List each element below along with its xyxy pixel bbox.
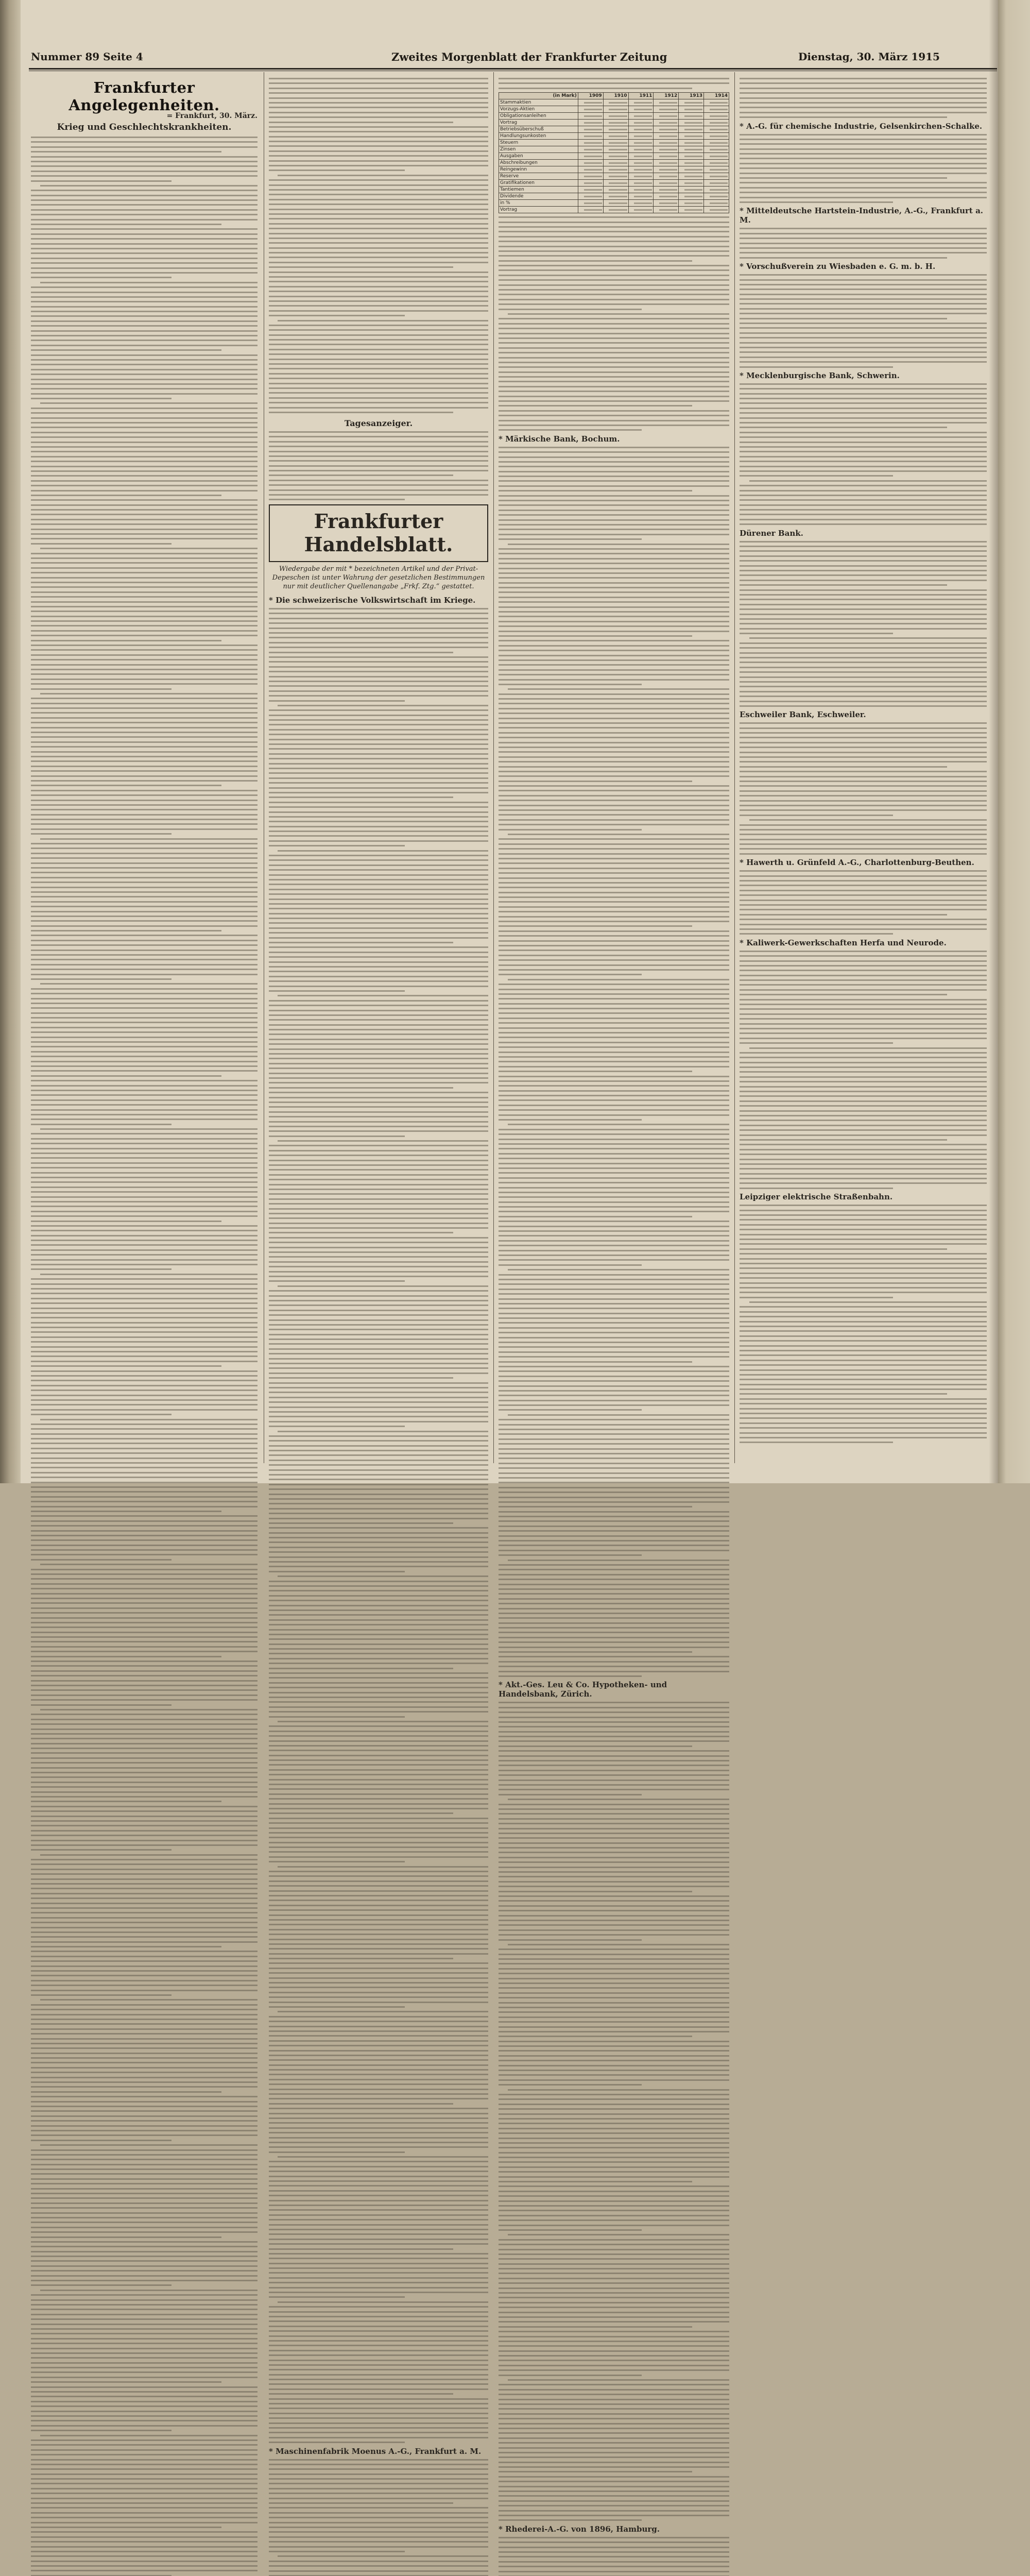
column-2 [269, 75, 488, 2456]
article-body-kaliwerk [740, 951, 987, 1189]
table-cell [628, 146, 654, 153]
article-body-moenus [269, 2459, 488, 2576]
article-body-chemische-industrie [740, 134, 987, 203]
article-title-moenus: * Maschinenfabrik Moenus A.-G., Frankfurt a. M. [269, 2446, 482, 2456]
table-cell [654, 140, 679, 146]
table-cell [704, 133, 729, 140]
binding-left-edge [0, 0, 21, 1483]
article-title-hartstein-industrie: * Mitteldeutsche Hartstein-Industrie, A.-G., Frankfurt a. M. [740, 206, 984, 225]
article-title-rhederei: * Rhederei-A.-G. von 1896, Hamburg. [499, 2524, 660, 2534]
table-cell [704, 166, 729, 173]
column-2-upper-text [269, 78, 488, 413]
article-body-hawerth-gruenfeld [740, 870, 987, 935]
table-row-label: Zinsen [499, 146, 578, 153]
table-cell [603, 153, 628, 160]
table-header-cell: (in Mark) [499, 93, 578, 99]
table-cell [603, 187, 628, 193]
article-title-leipziger-strassenbahn: Leipziger elektrische Straßenbahn. [740, 1192, 893, 1202]
header-rule [29, 68, 997, 70]
column-rule-3 [734, 72, 735, 1463]
table-cell [578, 113, 603, 120]
table-cell [628, 187, 654, 193]
table-row [499, 106, 729, 113]
table-cell [628, 140, 654, 146]
table-cell [704, 193, 729, 200]
table-cell [628, 133, 654, 140]
column-4-intro-text [740, 78, 987, 118]
page-curl-shadow [989, 0, 998, 1483]
table-cell [578, 99, 603, 106]
table-row-label: Abschreibungen [499, 160, 578, 166]
table-cell [704, 99, 729, 106]
handelsblatt-title-box: Frankfurter Handelsblatt. [269, 504, 488, 562]
table-cell [679, 187, 704, 193]
table-cell [679, 193, 704, 200]
article-body-maerkische-bank [499, 447, 729, 1677]
table-cell [603, 146, 628, 153]
table-row [499, 140, 729, 146]
table-row [499, 113, 729, 120]
article-title-mecklenburgische-bank: * Mecklenburgische Bank, Schwerin. [740, 370, 900, 380]
table-cell [654, 106, 679, 113]
table-row-label: Tantiemen [499, 187, 578, 193]
column-1 [31, 75, 258, 1461]
table-cell [603, 166, 628, 173]
table-row-label: Handlungsunkosten [499, 133, 578, 140]
table-row [499, 173, 729, 180]
table-cell [603, 207, 628, 213]
table-row-label: Dividende [499, 193, 578, 200]
column-rule-2 [493, 72, 494, 1463]
article-body-leu-co [499, 1702, 729, 2521]
table-cell [679, 207, 704, 213]
table-row-label: Vorzugs-Aktien [499, 106, 578, 113]
article-body-leipziger-strassenbahn [740, 1205, 987, 1443]
table-row [499, 166, 729, 173]
table-cell [578, 153, 603, 160]
table-cell [704, 207, 729, 213]
table-cell [654, 207, 679, 213]
table-row-label: Vortrag [499, 207, 578, 213]
article-title: Krieg und Geschlechtskrankheiten. [57, 122, 232, 132]
table-cell [679, 166, 704, 173]
table-cell [654, 113, 679, 120]
article-title-kaliwerk: * Kaliwerk-Gewerkschaften Herfa und Neurode. [740, 938, 947, 947]
table-cell [679, 200, 704, 207]
column-3 [499, 75, 729, 2534]
table-cell [628, 120, 654, 126]
table-cell [704, 180, 729, 187]
table-cell [578, 173, 603, 180]
table-cell [628, 180, 654, 187]
table-cell [628, 126, 654, 133]
table-cell [603, 173, 628, 180]
table-row [499, 120, 729, 126]
table-row-label: Vortrag [499, 120, 578, 126]
dateline: = Frankfurt, 30. März. [166, 112, 258, 120]
column-4 [740, 75, 987, 1461]
article-title-eschweiler-bank: Eschweiler Bank, Eschweiler. [740, 710, 866, 720]
table-cell [654, 166, 679, 173]
table-cell [603, 120, 628, 126]
article-body-text [31, 137, 258, 2576]
table-cell [603, 193, 628, 200]
table-cell [654, 160, 679, 166]
table-row [499, 187, 729, 193]
table-row-label: Reserve [499, 173, 578, 180]
table-cell [704, 173, 729, 180]
table-cell [578, 146, 603, 153]
article-title-chemische-industrie: * A.-G. für chemische Industrie, Gelsenkirchen-Schalke. [740, 121, 983, 131]
table-cell [704, 153, 729, 160]
table-cell [704, 113, 729, 120]
table-cell [654, 133, 679, 140]
article-body-duerener-bank [740, 541, 987, 707]
table-row [499, 99, 729, 106]
table-cell [654, 99, 679, 106]
table-header-cell: 1913 [679, 93, 704, 99]
table-row [499, 207, 729, 213]
article-title-duerener-bank: Dürener Bank. [740, 528, 803, 538]
table-cell [679, 113, 704, 120]
article-body-vorschussverein [740, 274, 987, 367]
article-body-hartstein-industrie [740, 228, 987, 258]
table-cell [654, 173, 679, 180]
article-body-swiss-economy [269, 608, 488, 2443]
article-title-vorschussverein: * Vorschußverein zu Wiesbaden e. G. m. b. H. [740, 262, 936, 272]
financial-table [499, 92, 729, 213]
table-row [499, 133, 729, 140]
table-header-cell: 1912 [654, 93, 679, 99]
table-cell [628, 106, 654, 113]
table-row [499, 153, 729, 160]
table-cell [654, 153, 679, 160]
table-cell [704, 106, 729, 113]
table-cell [578, 160, 603, 166]
table-cell [679, 180, 704, 187]
table-cell [704, 160, 729, 166]
table-header-cell: 1914 [704, 93, 729, 99]
table-cell [654, 200, 679, 207]
table-cell [628, 153, 654, 160]
table-cell [578, 140, 603, 146]
table-cell [603, 126, 628, 133]
table-cell [679, 126, 704, 133]
table-row-label: Obligationsanleihen [499, 113, 578, 120]
table-cell [679, 160, 704, 166]
table-cell [603, 99, 628, 106]
table-cell [679, 120, 704, 126]
column-3-text-1 [499, 216, 729, 431]
table-cell [603, 200, 628, 207]
tagesanzeiger-title: Tagesanzeiger. [344, 418, 413, 428]
table-row-label: Ausgaben [499, 153, 578, 160]
adjacent-page-edge [998, 0, 1030, 1483]
section-title: Frankfurter Angelegenheiten. [68, 79, 220, 114]
table-header-cell: 1910 [603, 93, 628, 99]
table-row [499, 193, 729, 200]
table-row-label: Steuern [499, 140, 578, 146]
table-cell [679, 106, 704, 113]
table-cell [628, 166, 654, 173]
table-cell [654, 120, 679, 126]
table-cell [578, 180, 603, 187]
article-title-swiss-economy: * Die schweizerische Volkswirtschaft im Kriege. [269, 596, 476, 605]
table-cell [628, 200, 654, 207]
table-row [499, 126, 729, 133]
table-cell [704, 187, 729, 193]
table-cell [603, 140, 628, 146]
table-header-cell: 1911 [628, 93, 654, 99]
table-cell [578, 120, 603, 126]
table-cell [704, 140, 729, 146]
table-cell [578, 200, 603, 207]
table-cell [704, 120, 729, 126]
table-cell [628, 173, 654, 180]
tagesanzeiger-listing [269, 431, 488, 500]
table-cell [578, 166, 603, 173]
table-cell [679, 173, 704, 180]
table-cell [578, 187, 603, 193]
table-cell [578, 193, 603, 200]
table-cell [654, 180, 679, 187]
table-cell [679, 146, 704, 153]
table-row-label: in % [499, 200, 578, 207]
table-cell [654, 126, 679, 133]
table-cell [578, 207, 603, 213]
table-row [499, 146, 729, 153]
table-cell [603, 180, 628, 187]
table-row [499, 180, 729, 187]
table-cell [603, 133, 628, 140]
issue-date: Dienstag, 30. März 1915 [798, 50, 940, 63]
table-cell [603, 160, 628, 166]
table-row-label: Gratifikationen [499, 180, 578, 187]
table-cell [578, 106, 603, 113]
table-row-label: Betriebsüberschuß [499, 126, 578, 133]
article-title-hawerth-gruenfeld: * Hawerth u. Grünfeld A.-G., Charlottenburg-Beuthen. [740, 858, 974, 868]
article-body-eschweiler-bank [740, 722, 987, 855]
reproduction-notice: Wiedergabe der mit * bezeichneten Artikel und der Privat-Depeschen ist unter Wahrung der gesetzlichen Bestimmungen nur mit deutlicher Quellenangabe „Frkf. Ztg.“ gestattet. [272, 565, 485, 591]
table-header-cell: 1909 [578, 93, 603, 99]
table-cell [704, 200, 729, 207]
table-row [499, 160, 729, 166]
table-cell [628, 99, 654, 106]
table-cell [628, 113, 654, 120]
table-cell [578, 126, 603, 133]
column-3-intro-text [499, 78, 729, 89]
table-cell [603, 106, 628, 113]
table-row-label: Reingewinn [499, 166, 578, 173]
table-cell [704, 126, 729, 133]
table-cell [654, 146, 679, 153]
table-cell [654, 187, 679, 193]
table-cell [679, 99, 704, 106]
article-body-rhederei [499, 2537, 729, 2576]
table-row-label: Stammaktien [499, 99, 578, 106]
table-cell [654, 193, 679, 200]
table-row [499, 200, 729, 207]
article-title-maerkische-bank: * Märkische Bank, Bochum. [499, 434, 620, 444]
table-cell [628, 207, 654, 213]
article-body-mecklenburgische-bank [740, 383, 987, 525]
table-cell [679, 153, 704, 160]
table-cell [704, 146, 729, 153]
table-cell [628, 160, 654, 166]
table-cell [679, 133, 704, 140]
masthead: Zweites Morgenblatt der Frankfurter Zeitung [391, 50, 667, 63]
page-number: Nummer 89 Seite 4 [31, 50, 143, 63]
table-cell [603, 113, 628, 120]
table-cell [628, 193, 654, 200]
article-title-leu-co: * Akt.-Ges. Leu & Co. Hypotheken- und Handelsbank, Zürich. [499, 1680, 667, 1699]
table-cell [578, 133, 603, 140]
table-cell [679, 140, 704, 146]
